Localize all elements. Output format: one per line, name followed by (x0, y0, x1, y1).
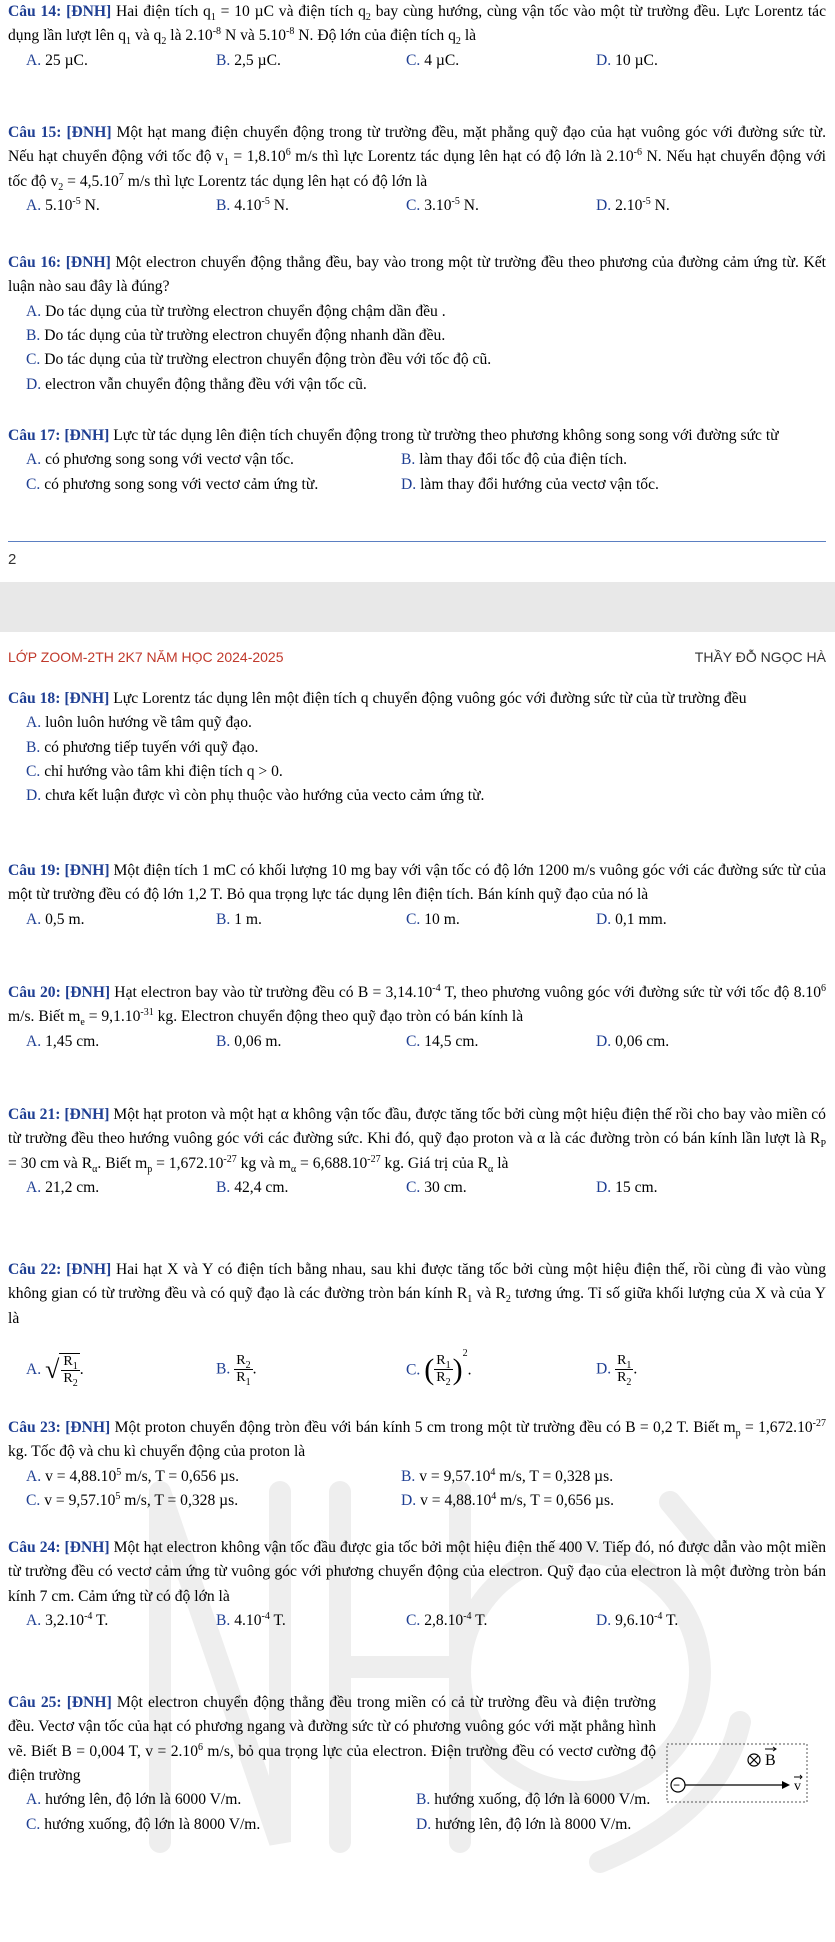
question-19 (8, 859, 826, 932)
option-d[interactable]: D. electron vẫn chuyển động thẳng đều với vận tốc cũ. (26, 375, 367, 393)
option-d[interactable]: D. $\frac{R_1}{R_2}$ . (596, 1353, 638, 1389)
answer-options (8, 908, 826, 932)
question-stem: Câu 24: [ĐNH] Một hạt electron không vận tốc đầu được gia tốc bởi một hiệu điện thế 400 V. Tiếp đó, nó được dẫn vào một miền từ trường đều có vectơ cảm ứng từ vuông góc với phương chuyển động của electron. Quỹ đạo của electron là một đường tròn bán kính 7 cm. Cảm ứng từ có độ lớn là (8, 1539, 826, 1605)
question-20 (8, 981, 826, 1054)
footer-divider (8, 541, 826, 542)
option-c[interactable]: C. 14,5 cm. (406, 1032, 479, 1050)
option-a[interactable]: A. 0,5 m. (26, 910, 85, 928)
page-header (8, 647, 826, 669)
question-15 (8, 121, 826, 218)
figure-electron-field (666, 1743, 808, 1803)
option-b[interactable]: B. Do tác dụng của từ trường electron chuyển động nhanh dần đều. (26, 326, 446, 344)
option-d[interactable]: D. làm thay đổi hướng của vectơ vận tốc. (401, 475, 659, 493)
answer-options (8, 1176, 826, 1200)
question-stem: Câu 17: [ĐNH] Lực từ tác dụng lên điện tích chuyển động trong từ trường theo phương không song song với đường sức từ (8, 427, 779, 444)
page-bottom (0, 632, 835, 1833)
option-d[interactable]: D. 15 cm. (596, 1178, 658, 1196)
page-number: 2 (8, 551, 17, 568)
option-a[interactable]: A. hướng lên, độ lớn là 6000 V/m. (26, 1791, 242, 1809)
answer-options (8, 1030, 826, 1054)
option-c[interactable]: C. 4 µC. (406, 51, 460, 69)
option-a[interactable]: A. luôn luôn hướng về tâm quỹ đạo. (26, 714, 252, 732)
option-b[interactable]: B. $\frac{R_2}{R_1}$ . (216, 1353, 257, 1389)
teacher-name: THẦY ĐỖ NGỌC HÀ (694, 649, 826, 665)
option-d[interactable]: D. $2.10^{-5}$ N. (596, 195, 670, 214)
question-stem: Câu 23: [ĐNH] Một proton chuyển động tròn đều với bán kính 5 cm trong một từ trường đều có B = 0,2 T. Biết $m_p = 1,672.10^{-27}$ kg. Tốc độ và chu kì chuyển động của proton là (8, 1417, 827, 1461)
question-17 (8, 424, 826, 497)
question-stem: Câu 14: [ĐNH] Hai điện tích $q_1 = 10$ µC và điện tích $q_2$ bay cùng hướng, cùng vận tốc vào một từ trường đều. Lực Lorentz tác dụng lần lượt lên $q_1$ và $q_2$ là $2.10^{-8}$ N và $5.10^{-8}$ N. Độ lớn của điện tích $q_2$ là (8, 3, 826, 48)
option-d[interactable]: D. 0,1 mm. (596, 910, 667, 928)
option-b[interactable]: B. làm thay đổi tốc độ của điện tích. (401, 451, 628, 469)
option-c[interactable]: C. hướng xuống, độ lớn là 8000 V/m. (26, 1815, 261, 1833)
question-18 (8, 687, 826, 809)
option-b[interactable]: B. 0,06 m. (216, 1032, 282, 1050)
option-c[interactable]: C. 30 cm. (406, 1178, 467, 1196)
option-b[interactable]: B. có phương tiếp tuyến với quỹ đạo. (26, 738, 259, 756)
page-top (0, 0, 835, 582)
option-d[interactable]: D. 10 µC. (596, 51, 658, 69)
arrow-head-icon (782, 1781, 790, 1789)
option-a[interactable]: A. $v = 4,88.10^5$ m/s, T = 0,656 µs. (26, 1466, 239, 1485)
option-c[interactable]: C. $3.10^{-5}$ N. (406, 195, 479, 214)
option-c[interactable]: C. Do tác dụng của từ trường electron chuyển động tròn đều với tốc độ cũ. (26, 351, 492, 369)
answer-options (8, 1465, 826, 1489)
answer-options (8, 1489, 826, 1513)
answer-options (8, 1345, 826, 1395)
question-stem: Câu 19: [ĐNH] Một điện tích 1 mC có khối lượng 10 mg bay với vận tốc có độ lớn 1200 m/s vuông góc với các đường sức từ của một từ trường đều có độ lớn 1,2 T. Bỏ qua trọng lực tác dụng lên điện tích. Bán kính quỹ đạo của nó là (8, 862, 826, 904)
question-stem: Câu 16: [ĐNH] Một electron chuyển động thẳng đều, bay vào trong một từ trường đều theo phương của đường cảm ứng từ. Kết luận nào sau đây là đúng? (8, 254, 826, 296)
option-b[interactable]: B. 2,5 µC. (216, 51, 281, 69)
answer-options (8, 194, 826, 218)
sqrt-icon: √ $\frac{R_1}{R_2}$ (45, 1353, 78, 1389)
answer-options (8, 1609, 826, 1633)
page-gap (0, 582, 835, 632)
option-d[interactable]: D. $v = 4,88.10^4$ m/s, T = 0,656 µs. (401, 1490, 614, 1509)
option-c[interactable]: C. 10 m. (406, 910, 460, 928)
question-stem: Câu 18: [ĐNH] Lực Lorentz tác dụng lên một điện tích q chuyển động vuông góc với đường sức từ của từ trường đều (8, 690, 747, 707)
question-24 (8, 1536, 826, 1633)
option-b[interactable]: B. hướng xuống, độ lớn là 6000 V/m. (416, 1791, 651, 1809)
option-d[interactable]: D. chưa kết luận được vì còn phụ thuộc vào hướng của vecto cảm ứng từ. (26, 787, 485, 805)
option-c[interactable]: C. $v = 9,57.10^5$ m/s, T = 0,328 µs. (26, 1490, 239, 1509)
figure-frame (667, 1744, 807, 1802)
v-label: v (794, 1779, 801, 1794)
b-into-page-icon (748, 1754, 760, 1766)
option-a[interactable]: A. √ $\frac{R_1}{R_2}$ . (26, 1350, 216, 1391)
option-a[interactable]: A. 21,2 cm. (26, 1178, 100, 1196)
answer-options (8, 473, 826, 497)
option-b[interactable]: B. $4.10^{-4}$ T. (216, 1610, 286, 1629)
question-stem: Câu 20: [ĐNH] Hạt electron bay vào từ trường đều có $B = 3,14.10^{-4}$ T, theo phương vuông góc với đường sức từ với tốc độ 8.10$^6$ m/s. Biết $m_e = 9,1.10^{-31}$ kg. Electron chuyển động theo quỹ đạo tròn có bán kính là (8, 982, 826, 1029)
question-stem: Câu 15: [ĐNH] Một hạt mang điện chuyển động trong từ trường đều, mặt phẳng quỹ đạo của hạt vuông góc với đường sức từ. Nếu hạt chuyển động với tốc độ $v_1 = 1,8.10^6$ m/s thì lực Lorentz tác dụng lên hạt có độ lớn là $2.10^{-6}$ N. Nếu hạt chuyển động với tốc độ $v_2 = 4,5.10^7$ m/s thì lực Lorentz tác dụng lên hạt có độ lớn là (8, 124, 826, 193)
option-c[interactable]: C. chỉ hướng vào tâm khi điện tích q > 0. (26, 762, 283, 780)
question-stem: Câu 22: [ĐNH] Hai hạt X và Y có điện tích bằng nhau, sau khi được tăng tốc bởi cùng một hiệu điện thế, rồi cùng đi vào vùng không gian có từ trường đều và có quỹ đạo là các đường tròn bán kính $R_1$ và $R_2$ tương ứng. Tỉ số giữa khối lượng của X và của Y là (8, 1261, 826, 1327)
option-a[interactable]: A. có phương song song với vectơ vận tốc. (26, 451, 294, 469)
option-a[interactable]: A. $3,2.10^{-4}$ T. (26, 1610, 109, 1629)
option-a[interactable]: A. 25 µC. (26, 51, 88, 69)
option-b[interactable]: B. 42,4 cm. (216, 1178, 289, 1196)
option-a[interactable]: A. Do tác dụng của từ trường electron chuyển động chậm dần đều . (26, 302, 446, 320)
question-16 (8, 251, 826, 397)
answer-options (8, 49, 826, 73)
option-a[interactable]: A. 1,45 cm. (26, 1032, 100, 1050)
question-22 (8, 1258, 826, 1395)
option-d[interactable]: D. 0,06 cm. (596, 1032, 670, 1050)
option-a[interactable]: A. $5.10^{-5}$ N. (26, 195, 100, 214)
charge-sign: − (673, 1778, 681, 1792)
option-b[interactable]: B. 1 m. (216, 910, 262, 928)
vector-arrow-icon (765, 1747, 776, 1751)
question-21 (8, 1103, 826, 1200)
class-title: LỚP ZOOM-2TH 2K7 NĂM HỌC 2024-2025 (8, 649, 284, 665)
question-stem: Câu 21: [ĐNH] Một hạt proton và một hạt α không vận tốc đầu, được tăng tốc bởi cùng một hiệu điện thế rồi cho bay vào miền có từ trường đều theo hướng vuông góc với các đường sức. Khi đó, quỹ đạo proton và α là các đường tròn có bán kính lần lượt là $R_P = 30$ cm và $R_\alpha$. Biết $m_p = 1,672.10^{-27}$ kg và $m_\alpha = 6,688.10^{-27}$ kg. Giá trị của $R_\alpha$ là (8, 1106, 826, 1175)
option-b[interactable]: B. $4.10^{-5}$ N. (216, 195, 289, 214)
b-label: B (765, 1752, 776, 1769)
option-c[interactable]: C. có phương song song với vectơ cảm ứng từ. (26, 475, 319, 493)
option-c[interactable]: C. ( $\frac{R_1}{R_2}$ )$^2$. (406, 1347, 472, 1389)
question-14 (8, 0, 826, 73)
answer-options (8, 448, 826, 472)
option-d[interactable]: D. hướng lên, độ lớn là 8000 V/m. (416, 1815, 632, 1833)
option-b[interactable]: B. $v = 9,57.10^4$ m/s, T = 0,328 µs. (401, 1466, 614, 1485)
option-d[interactable]: D. $9,6.10^{-4}$ T. (596, 1610, 679, 1629)
question-23 (8, 1416, 826, 1513)
question-stem: Câu 25: [ĐNH] Một electron chuyển động thẳng đều trong miền có cả từ trường đều và điện trường đều. Vectơ vận tốc của hạt có phương ngang và đường sức từ có phương vuông góc với mặt phẳng hình vẽ. Biết B = 0,004 T, $v = 2.10^6$ m/s, bỏ qua trọng lực của electron. Điện trường đều có vectơ cường độ điện trường (8, 1694, 656, 1784)
answer-options (8, 1813, 826, 1837)
option-c[interactable]: C. $2,8.10^{-4}$ T. (406, 1610, 488, 1629)
